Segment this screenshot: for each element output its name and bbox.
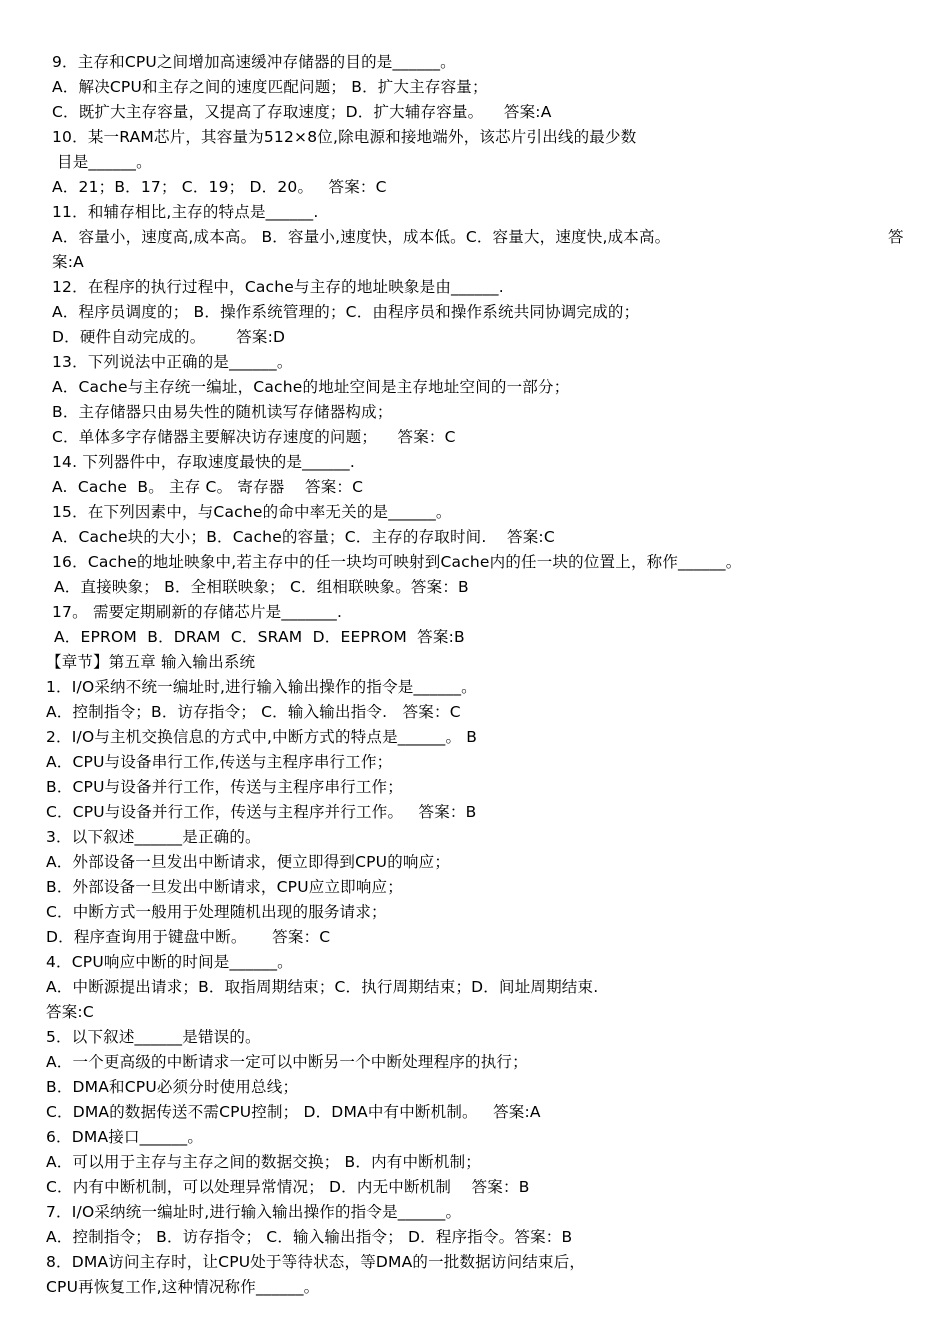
ch5-question-3: 3．以下叙述______是正确的。 (46, 828, 261, 846)
ch5-question-5-option-a: A．一个更高级的中断请求一定可以中断另一个中断处理程序的执行； (46, 1053, 528, 1071)
ch5-question-6-options-ab: A．可以用于主存与主存之间的数据交换； B．内有中断机制； (46, 1153, 481, 1171)
question-17-options: A．EPROM B．DRAM C．SRAM D．EEPROM 答案:B (54, 628, 465, 646)
question-9: 9．主存和CPU之间增加高速缓冲存储器的目的是______。 (52, 53, 456, 71)
question-13-option-a: A．Cache与主存统一编址，Cache的地址空间是主存地址空间的一部分； (52, 378, 570, 396)
ch5-question-3-option-c: C．中断方式一般用于处理随机出现的服务请求； (46, 903, 387, 921)
ch5-question-7: 7．I/O采纳统一编址时,进行输入输出操作的指令是______。 (46, 1203, 462, 1221)
question-12-options-abc: A．程序员调度的； B．操作系统管理的；C．由程序员和操作系统共同协调完成的； (52, 303, 640, 321)
question-11-answer-prefix: 答 (888, 228, 904, 246)
ch5-question-3-option-a: A．外部设备一旦发出中断请求，便立即得到CPU的响应； (46, 853, 451, 871)
question-16: 16．Cache的地址映象中,若主存中的任一块均可映射到Cache内的任一块的位置上，称作______。 (52, 553, 742, 571)
question-13: 13．下列说法中正确的是______。 (52, 353, 293, 371)
question-17: 17。 需要定期刷新的存储芯片是_______. (52, 603, 343, 621)
ch5-question-6-options-cd: C．内有中断机制，可以处理异常情况； D．内无中断机制 答案：B (46, 1178, 530, 1196)
ch5-question-5-options-cd: C．DMA的数据传送不需CPU控制； D．DMA中有中断机制。 答案:A (46, 1103, 541, 1121)
question-11-answer: 案:A (52, 253, 84, 271)
ch5-question-2-option-c: C．CPU与设备并行工作，传送与主程序并行工作。 答案：B (46, 803, 477, 821)
question-14: 14. 下列器件中，存取速度最快的是______. (52, 453, 356, 471)
question-9-options-cd: C．既扩大主存容量，又提高了存取速度；D．扩大辅存容量。 答案:A (52, 103, 552, 121)
ch5-question-8: 8．DMA访问主存时，让CPU处于等待状态，等DMA的一批数据访问结束后， (46, 1253, 586, 1271)
question-12: 12．在程序的执行过程中，Cache与主存的地址映象是由______. (52, 278, 504, 296)
question-11-options: A．容量小，速度高,成本高。 B．容量小,速度快，成本低。C．容量大，速度快,成本高。 (52, 228, 671, 246)
ch5-question-2-option-a: A．CPU与设备串行工作,传送与主程序串行工作； (46, 753, 393, 771)
question-10: 10．某一RAM芯片，其容量为512×8位,除电源和接地端外，该芯片引出线的最少数 (52, 128, 637, 146)
question-10-cont: 目是______。 (57, 153, 152, 171)
question-13-option-b: B．主存储器只由易失性的随机读写存储器构成； (52, 403, 393, 421)
ch5-question-8-cont: CPU再恢复工作,这种情况称作______。 (46, 1278, 320, 1296)
ch5-question-4-answer: 答案:C (46, 1003, 94, 1021)
ch5-question-3-option-d: D．程序查询用于键盘中断。 答案：C (46, 928, 331, 946)
question-14-options: A. Cache B。 主存 C。 寄存器 答案：C (52, 478, 364, 496)
ch5-question-3-option-b: B．外部设备一旦发出中断请求，CPU应立即响应； (46, 878, 403, 896)
question-15-options: A．Cache块的大小；B．Cache的容量；C．主存的存取时间. 答案:C (52, 528, 555, 546)
question-15: 15．在下列因素中，与Cache的命中率无关的是______。 (52, 503, 452, 521)
ch5-question-4-options: A．中断源提出请求；B．取指周期结束；C．执行周期结束；D．间址周期结束. (46, 978, 599, 996)
ch5-question-1-options: A．控制指令；B．访存指令； C．输入输出指令. 答案：C (46, 703, 461, 721)
ch5-question-2-option-b: B．CPU与设备并行工作，传送与主程序串行工作； (46, 778, 403, 796)
ch5-question-2: 2．I/O与主机交换信息的方式中,中断方式的特点是______。 B (46, 728, 478, 746)
question-9-options-ab: A．解决CPU和主存之间的速度匹配问题； B．扩大主存容量； (52, 78, 488, 96)
question-16-options: A．直接映象； B．全相联映象； C．组相联映象。答案：B (54, 578, 469, 596)
ch5-question-1: 1．I/O采纳不统一编址时,进行输入输出操作的指令是______。 (46, 678, 477, 696)
question-13-option-c: C．单体多字存储器主要解决访存速度的问题； 答案：C (52, 428, 456, 446)
ch5-question-4: 4．CPU响应中断的时间是______。 (46, 953, 293, 971)
ch5-question-6: 6．DMA接口______。 (46, 1128, 204, 1146)
question-10-options: A．21；B．17； C．19； D．20。 答案：C (52, 178, 387, 196)
question-11: 11．和辅存相比,主存的特点是______. (52, 203, 319, 221)
ch5-question-5-option-b: B．DMA和CPU必须分时使用总线； (46, 1078, 299, 1096)
question-12-option-d: D．硬件自动完成的。 答案:D (52, 328, 286, 346)
ch5-question-7-options: A．控制指令； B．访存指令； C．输入输出指令； D．程序指令。答案：B (46, 1228, 573, 1246)
chapter-heading: 【章节】第五章 输入输出系统 (46, 653, 256, 671)
ch5-question-5: 5．以下叙述______是错误的。 (46, 1028, 261, 1046)
